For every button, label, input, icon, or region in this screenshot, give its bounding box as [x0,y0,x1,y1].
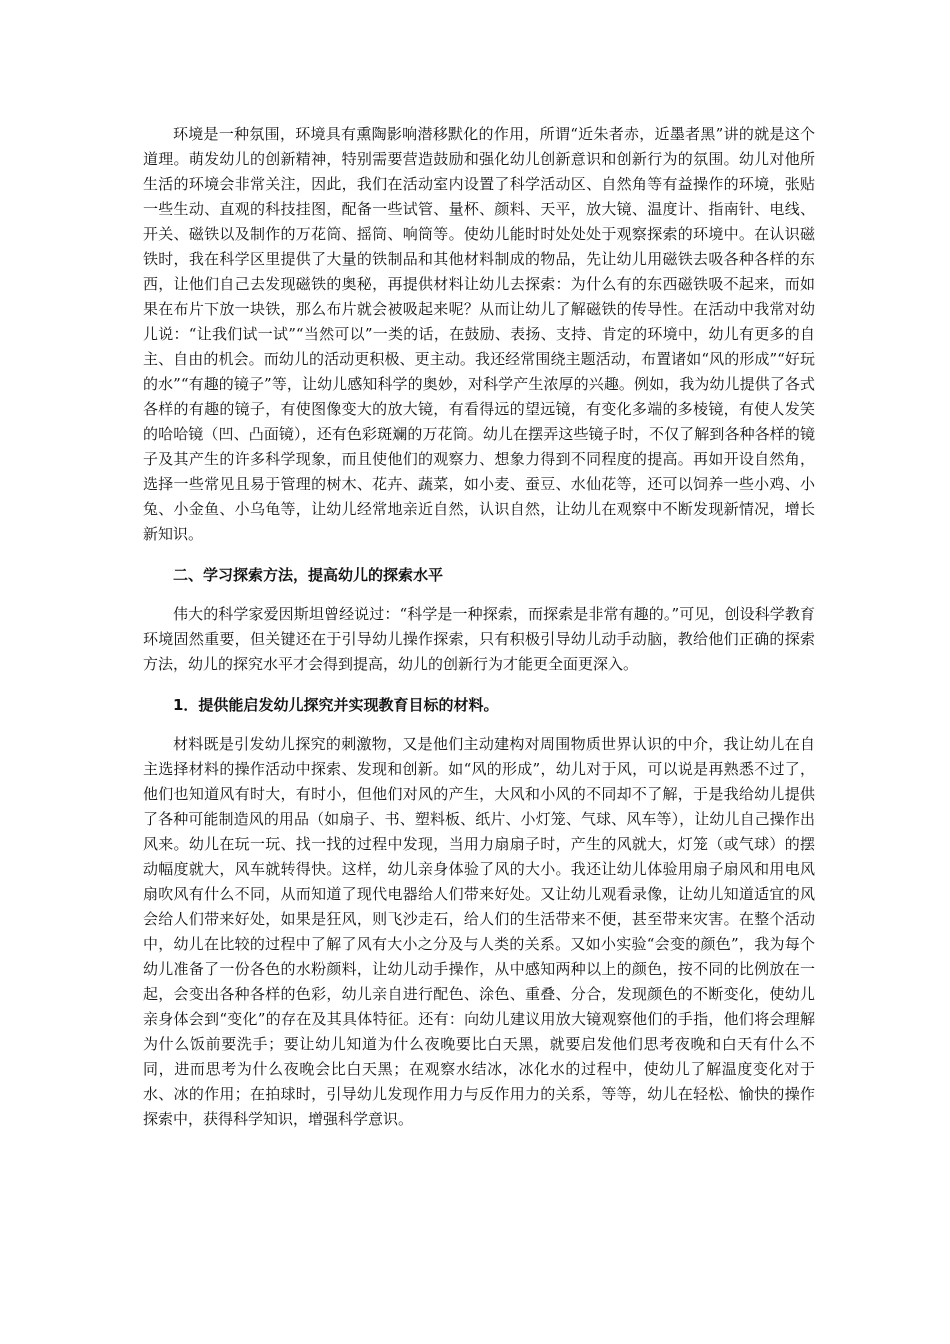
paragraph-environment: 环境是一种氛围，环境具有熏陶影响潜移默化的作用，所谓“近朱者赤，近墨者黑”讲的就是这个道理。萌发幼儿的创新精神，特别需要营造鼓励和强化幼儿创新意识和创新行为的氛围。幼儿对他所生活的环境会非常关注，因此，我们在活动室内设置了科学活动区、自然角等有益操作的环境，张贴一些生动、直观的科技挂图，配备一些试管、量杯、颜料、天平，放大镜、温度计、指南针、电线、开关、磁铁以及制作的万花筒、摇筒、响筒等。使幼儿能时时处处处于观察探索的环境中。在认识磁铁时，我在科学区里提供了大量的铁制品和其他材料制成的物品，先让幼儿用磁铁去吸各种各样的东西，让他们自己去发现磁铁的奥秘，再提供材料让幼儿去探索：为什么有的东西磁铁吸不起来，而如果在布片下放一块铁，那么布片就会被吸起来呢？从而让幼儿了解磁铁的传导性。在活动中我常对幼儿说：“让我们试一试”“当然可以”一类的话，在鼓励、表扬、支持、肯定的环境中，幼儿有更多的自主、自由的机会。而幼儿的活动更积极、更主动。我还经常围绕主题活动，布置诸如“风的形成”“好玩的水”“有趣的镜子”等，让幼儿感知科学的奥妙，对科学产生浓厚的兴趣。例如，我为幼儿提供了各式各样的有趣的镜子，有使图像变大的放大镜，有看得远的望远镜，有变化多端的多棱镜，有使人发笑的哈哈镜（凹、凸面镜），还有色彩斑斓的万花筒。幼儿在摆弄这些镜子时，不仅了解到各种各样的镜子及其产生的许多科学现象，而且使他们的观察力、想象力得到不同程度的提高。再如开设自然角，选择一些常见且易于管理的树木、花卉、蔬菜，如小麦、蚕豆、水仙花等，还可以饲养一些小鸡、小兔、小金鱼、小乌龟等，让幼儿经常地亲近自然，认识自然，让幼儿在观察中不断发现新情况，增长新知识。 [143,125,815,543]
spacer [143,547,815,563]
paragraph-materials: 材料既是引发幼儿探究的刺激物，又是他们主动建构对周围物质世界认识的中介，我让幼儿在自主选择材料的操作活动中探索、发现和创新。如“风的形成”，幼儿对于风，可以说是再熟悉不过了，他们也知道风有时大，有时小，但他们对风的产生，大风和小风的不同却不了解，于是我给幼儿提供了各种可能制造风的用品（如扇子、书、塑料板、纸片、小灯笼、气球、风车等），让幼儿自己操作出风来。幼儿在玩一玩、找一找的过程中发现，当用力扇扇子时，产生的风就大，灯笼（或气球）的摆动幅度就大，风车就转得快。这样，幼儿亲身体验了风的大小。我还让幼儿体验用扇子扇风和用电风扇吹风有什么不同，从而知道了现代电器给人们带来好处。又让幼儿观看录像，让幼儿知道适宜的风会给人们带来好处，如果是狂风，则飞沙走石，给人们的生活带来不便，甚至带来灾害。在整个活动中，幼儿在比较的过程中了解了风有大小之分及与人类的关系。又如小实验“会变的颜色”，我为每个幼儿准备了一份各色的水粉颜料，让幼儿动手操作，从中感知两种以上的颜色，按不同的比例放在一起，会变出各种各样的色彩，幼儿亲自进行配色、涂色、重叠、分合，发现颜色的不断变化，使幼儿亲身体会到“变化”的存在及其具体特征。还有：向幼儿建议用放大镜观察他们的手指，他们将会理解为什么饭前要洗手；要让幼儿知道为什么夜晚要比白天黑，就要启发他们思考夜晚和白天有什么不同，进而思考为什么夜晚会比白天黑；在观察水结冰，冰化水的过程中，使幼儿了解温度变化对于水、冰的作用；在拍球时，引导幼儿发现作用力与反作用力的关系，等等，幼儿在轻松、愉快的操作探索中，获得科学知识，增强科学意识。 [143,735,815,1128]
spacer [143,718,815,732]
document-page [143,122,815,1132]
spacer [143,588,815,602]
spacer [143,677,815,693]
section-heading-2: 二、学习探索方法，提高幼儿的探索水平 [173,566,444,584]
paragraph-einstein: 伟大的科学家爱因斯坦曾经说过：“科学是一种探索，而探索是非常有趣的。”可见，创设科学教育环境固然重要，但关键还在于引导幼儿操作探索，只有积极引导幼儿动手动脑，教给他们正确的探索方法，幼儿的探究水平才会得到提高，幼儿的创新行为才能更全面更深入。 [143,605,815,673]
subsection-heading-1: 1．提供能启发幼儿探究并实现教育目标的材料。 [173,696,499,714]
